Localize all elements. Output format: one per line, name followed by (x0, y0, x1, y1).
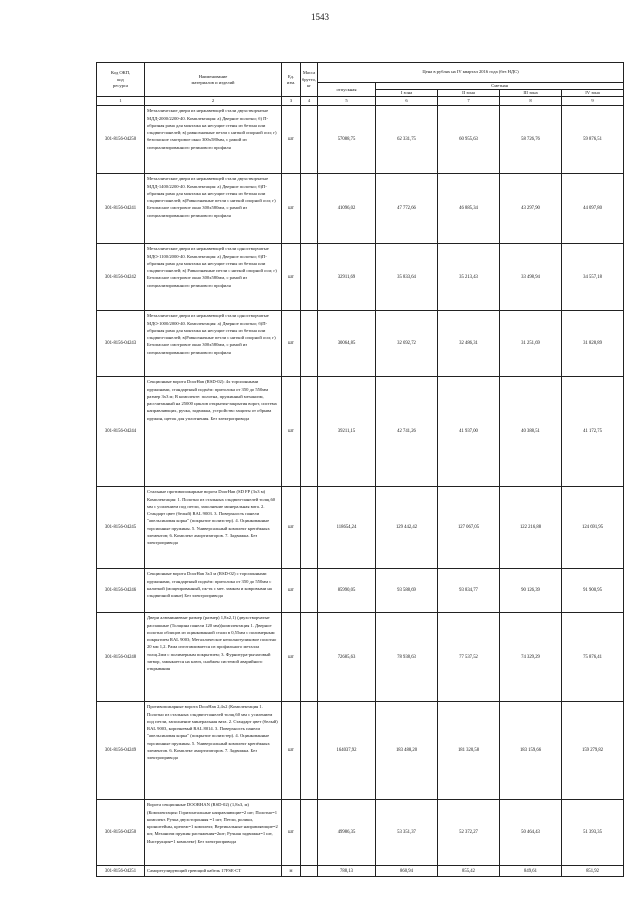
row-zone4-price: 59 876,51 (562, 106, 624, 174)
row-unit: шт (282, 174, 301, 244)
column-number: 1 (97, 97, 145, 106)
header-mass (301, 63, 318, 97)
row-zone2-price: 41 937,00 (438, 377, 500, 487)
row-zone1-price: 183 488,20 (376, 702, 438, 800)
table-row (97, 569, 624, 613)
row-unit: шт (282, 702, 301, 800)
header-zone-1: I зона (376, 90, 438, 97)
row-release-price: 39211,15 (318, 377, 376, 487)
row-mass (301, 106, 318, 174)
row-mass (301, 311, 318, 377)
row-zone1-price: 42 741,26 (376, 377, 438, 487)
page-number: 1543 (311, 12, 329, 22)
row-unit: шт (282, 613, 301, 702)
row-unit: шт (282, 569, 301, 613)
row-zone4-price: 124 691,95 (562, 487, 624, 569)
row-zone3-price: 50 464,43 (500, 800, 562, 866)
header-code-line: код (117, 76, 124, 82)
row-code: 301-8156-04251 (97, 866, 145, 877)
header-name-line: материалов и изделий (191, 79, 235, 85)
header-release-price: отпускная (318, 83, 376, 97)
table-row (97, 244, 624, 311)
column-number: 4 (301, 97, 318, 106)
row-release-price: 30064,85 (318, 311, 376, 377)
row-zone3-price: 74 329,29 (500, 613, 562, 702)
header-price-title: Цена в рублях на IV квартал 2016 года (без НДС) (318, 63, 624, 83)
row-zone4-price: 75 876,41 (562, 613, 624, 702)
row-zone1-price: 53 351,37 (376, 800, 438, 866)
row-unit: шт (282, 800, 301, 866)
row-zone3-price: 31 251,69 (500, 311, 562, 377)
row-mass (301, 569, 318, 613)
row-zone2-price: 46 885,34 (438, 174, 500, 244)
row-zone4-price: 34 557,18 (562, 244, 624, 311)
header-mass-line: Масса (302, 70, 316, 76)
price-table (96, 62, 624, 877)
row-mass (301, 174, 318, 244)
row-code: 301-8156-04249 (97, 702, 145, 800)
row-zone1-price: 78 938,63 (376, 613, 438, 702)
header-mass-line: брутто, (301, 76, 317, 82)
row-zone4-price: 159 279,82 (562, 702, 624, 800)
row-release-price: 41096,02 (318, 174, 376, 244)
row-zone4-price: 51 393,35 (562, 800, 624, 866)
row-code: 301-8156-04250 (97, 800, 145, 866)
row-release-price: 49986,35 (318, 800, 376, 866)
row-mass (301, 377, 318, 487)
header-unit-line: изм. (286, 79, 296, 85)
header-code-line: Код ОКП, (110, 70, 131, 76)
row-zone3-price: 40 388,51 (500, 377, 562, 487)
row-code: 301-8156-04244 (97, 377, 145, 487)
row-zone2-price: 35 213,43 (438, 244, 500, 311)
column-number: 9 (562, 97, 624, 106)
row-zone2-price: 855,42 (438, 866, 500, 877)
row-description: Металлические двери из нержавеющей стали двухстворчатые МДД-2000/2200-40. Комплектация: а) Дверное полотно; б) П-образная рама для монтажа на несущие стены из бетона или сэндвич-панелей; в) равнозначные петли с ниткой опорной оси; г) безопасное смотровое окно 300х580мм, с рамой из специализированного резинового профиля (145, 106, 282, 174)
row-zone3-price: 33 498,94 (500, 244, 562, 311)
row-description: Секционные ворота DoorHan 3х3 м (RSD-02) с торсионными пружинами, стандартный подъём: притолока от 350 до 550мм с калиткой (мощеированный, пк-тк с мет. замком и ковровыми на сэндвичной шине) Без электропривода (145, 569, 282, 613)
row-zone4-price: 91 900,95 (562, 569, 624, 613)
row-release-price: 118654,24 (318, 487, 376, 569)
row-zone3-price: 183 159,66 (500, 702, 562, 800)
row-unit: шт (282, 377, 301, 487)
row-description: Стальные противопожарные ворота DoorHan (SD FP (3х3 м) Комплектация: 1. Полотно из стальных сэндвич-панелей толщ.60 мм с усилением под петли, заполнение минеральная вата. 2. Стандарт цвет (белый) RAL 9003. 3. Поверхность панели "апельсиновая корка" (покрытие полиэстер). 4. Оцинкованные торсионные пружины. 5. Универсальный комплект крепёжных элементов; 6. Комплект амортизаторов. 7. Задвижка. Без электропривода (145, 487, 282, 569)
row-code: 301-8156-04242 (97, 244, 145, 311)
row-description: Противопожарные ворота DoorHan 2,4х2 (Комплектация 1. Полотно из стальных сэндвич-панелей толщ.60 мм с усилением под петли, заполнение минеральная вата. 2. Стандарт цвет (белый) RAL 9003, коричневый RAL 8014. 3. Поверхность панели "апельсиновая корка" (покрытие полиэстер). 4. Оцинкованные торсионные пружины. 5. Универсальный комплект крепёжных элементов. 6. Комплект амортизаторов. 7. Задвижка. Без электропривода (145, 702, 282, 800)
row-unit: шт (282, 244, 301, 311)
row-code: 301-8156-04243 (97, 311, 145, 377)
row-mass (301, 866, 318, 877)
row-zone2-price: 60 955,63 (438, 106, 500, 174)
table-row (97, 702, 624, 800)
header-code-line: ресурса (112, 82, 129, 88)
table-row (97, 377, 624, 487)
row-code: 301-8156-04245 (97, 487, 145, 569)
row-code: 301-8156-04248 (97, 613, 145, 702)
row-zone2-price: 77 537,52 (438, 613, 500, 702)
header-zone-2: II зона (438, 90, 500, 97)
row-zone3-price: 58 726,76 (500, 106, 562, 174)
row-description: Металлические двери из нержавеющей стали одностворчатые МДО-1100/2000-40. Комплектация: а) Дверное полотно; б)П-образная рама для монтажа на несущие стены из бетона или сэндвич-панелей; в) Равнозначные петли с ниткой опорной оси; г) Безопасное смотровое окно 300х580мм, с рамой из специализированного резинового профиля (145, 244, 282, 311)
row-zone2-price: 32 486,31 (438, 311, 500, 377)
column-number: 5 (318, 97, 376, 106)
header-unit (282, 63, 301, 97)
row-zone3-price: 122 216,88 (500, 487, 562, 569)
row-zone1-price: 860,94 (376, 866, 438, 877)
row-mass (301, 244, 318, 311)
header-unit-line: Ед. (287, 73, 295, 79)
header-name (145, 63, 282, 97)
row-mass (301, 613, 318, 702)
table-row (97, 311, 624, 377)
row-zone3-price: 43 297,90 (500, 174, 562, 244)
row-zone4-price: 851,92 (562, 866, 624, 877)
row-description: Двери алюминиевые размер (размер) 1,8х2,1) (двухстворчатые распашные (Толщина панели 120 мм)(комплектация 1. Дверное полотно облицов из оцинкованной стали в 0,55мм с полимерным покрытием RAL 9003; Металлическое неполнотупиковое полотно 20 мм 1,2. Рама изготавливается из профильного металла толщ.2мм с полимерным покрытием; 3. Фурнитура-рычаговый затвор, замыкается на ключ, снабжен системой аварийного открывания (145, 613, 282, 702)
row-description: Секционные ворота DoorHan (RSD-02): 4х торсионными пружинами, стандартный подъём: притолока от 350 до 550мм размер 3х3 м; В комплекте: полотна, пружинный механизм, рассчитанный на 25000 циклов открытия-закрытия ворот, система направляющих, ручка, задвижка, устройство защиты от обрыва пружин, щеток для уплотнения. Без электропривода (145, 377, 282, 487)
row-zone4-price: 31 828,89 (562, 311, 624, 377)
table-row (97, 800, 624, 866)
row-description: Ворота секционные DOORHAN (RSD-02) (1,8х3, м) (Комплектация: Горизонтальные направляющие=2 шт; Полотно=1 комплект. Ручка двухсторонняя =1 шт; Петли, ролики, кронштейны, крепеж=1 комплект, Вертикальные направляющие=2 шт, Механизм пружин растяжения=2шт; Ручная задвижка=1 шт, Инструкция=1 комплект) Без электропривода (145, 800, 282, 866)
row-mass (301, 487, 318, 569)
row-zone2-price: 181 320,58 (438, 702, 500, 800)
table-row (97, 866, 624, 877)
row-zone2-price: 93 834,77 (438, 569, 500, 613)
header-name-line: Наименование (198, 73, 228, 79)
header-code (97, 63, 145, 97)
row-release-price: 85990,05 (318, 569, 376, 613)
row-release-price: 788,13 (318, 866, 376, 877)
row-zone1-price: 62 331,75 (376, 106, 438, 174)
row-release-price: 32911,69 (318, 244, 376, 311)
row-zone1-price: 35 833,64 (376, 244, 438, 311)
row-unit: шт (282, 487, 301, 569)
row-zone1-price: 47 772,66 (376, 174, 438, 244)
row-zone3-price: 90 126,39 (500, 569, 562, 613)
row-description: Металлические двери из нержавеющей стали одностворчатые МДО-1000/2000-40. Комплектация: а) Дверное полотно; б)П-образная рама для монтажа на несущие стены из бетона или сэндвич-панелей; в)Равнозначные петли с ниткой опорной оси; г) Безопасное смотровое окно 300х580мм, с рамой из специализированного резинового профиля (145, 311, 282, 377)
header-zone-3: III зона (500, 90, 562, 97)
row-release-price: 72685,63 (318, 613, 376, 702)
column-number: 7 (438, 97, 500, 106)
row-release-price: 57088,75 (318, 106, 376, 174)
row-unit: м (282, 866, 301, 877)
row-unit: шт (282, 106, 301, 174)
row-description: Саморегулирующий греющий кабель 17FSE-CT (145, 866, 282, 877)
column-number: 6 (376, 97, 438, 106)
column-number: 8 (500, 97, 562, 106)
table-row (97, 487, 624, 569)
table-row (97, 106, 624, 174)
row-zone4-price: 41 172,75 (562, 377, 624, 487)
row-code: 301-8156-04246 (97, 569, 145, 613)
row-code: 301-8156-04250 (97, 106, 145, 174)
row-mass (301, 702, 318, 800)
row-zone1-price: 129 442,42 (376, 487, 438, 569)
column-number: 3 (282, 97, 301, 106)
row-unit: шт (282, 311, 301, 377)
row-mass (301, 800, 318, 866)
table-row (97, 174, 624, 244)
row-description: Металлические двери из нержавеющей стали двухстворчатые МДД-1400/2200-40. Комплектация: а) Дверное полотно; б)П-образная рама для монтажа на несущие стены из бетона или сэндвич-панелей; в)Равнозначные петли с ниткой опорной оси; г) Безопасное смотровое окно 300х580мм, с рамой из специализированного резинового профиля (145, 174, 282, 244)
row-zone2-price: 127 067,05 (438, 487, 500, 569)
row-release-price: 164037,92 (318, 702, 376, 800)
header-mass-line: кг (306, 82, 312, 88)
row-zone1-price: 93 588,69 (376, 569, 438, 613)
row-zone2-price: 52 372,27 (438, 800, 500, 866)
column-number: 2 (145, 97, 282, 106)
header-zone-4: IV зона (562, 90, 624, 97)
row-zone1-price: 32 692,72 (376, 311, 438, 377)
row-zone3-price: 849,61 (500, 866, 562, 877)
header-estimate-price: Сметная (376, 83, 624, 90)
row-code: 301-8156-04241 (97, 174, 145, 244)
table-row (97, 613, 624, 702)
row-zone4-price: 44 097,80 (562, 174, 624, 244)
